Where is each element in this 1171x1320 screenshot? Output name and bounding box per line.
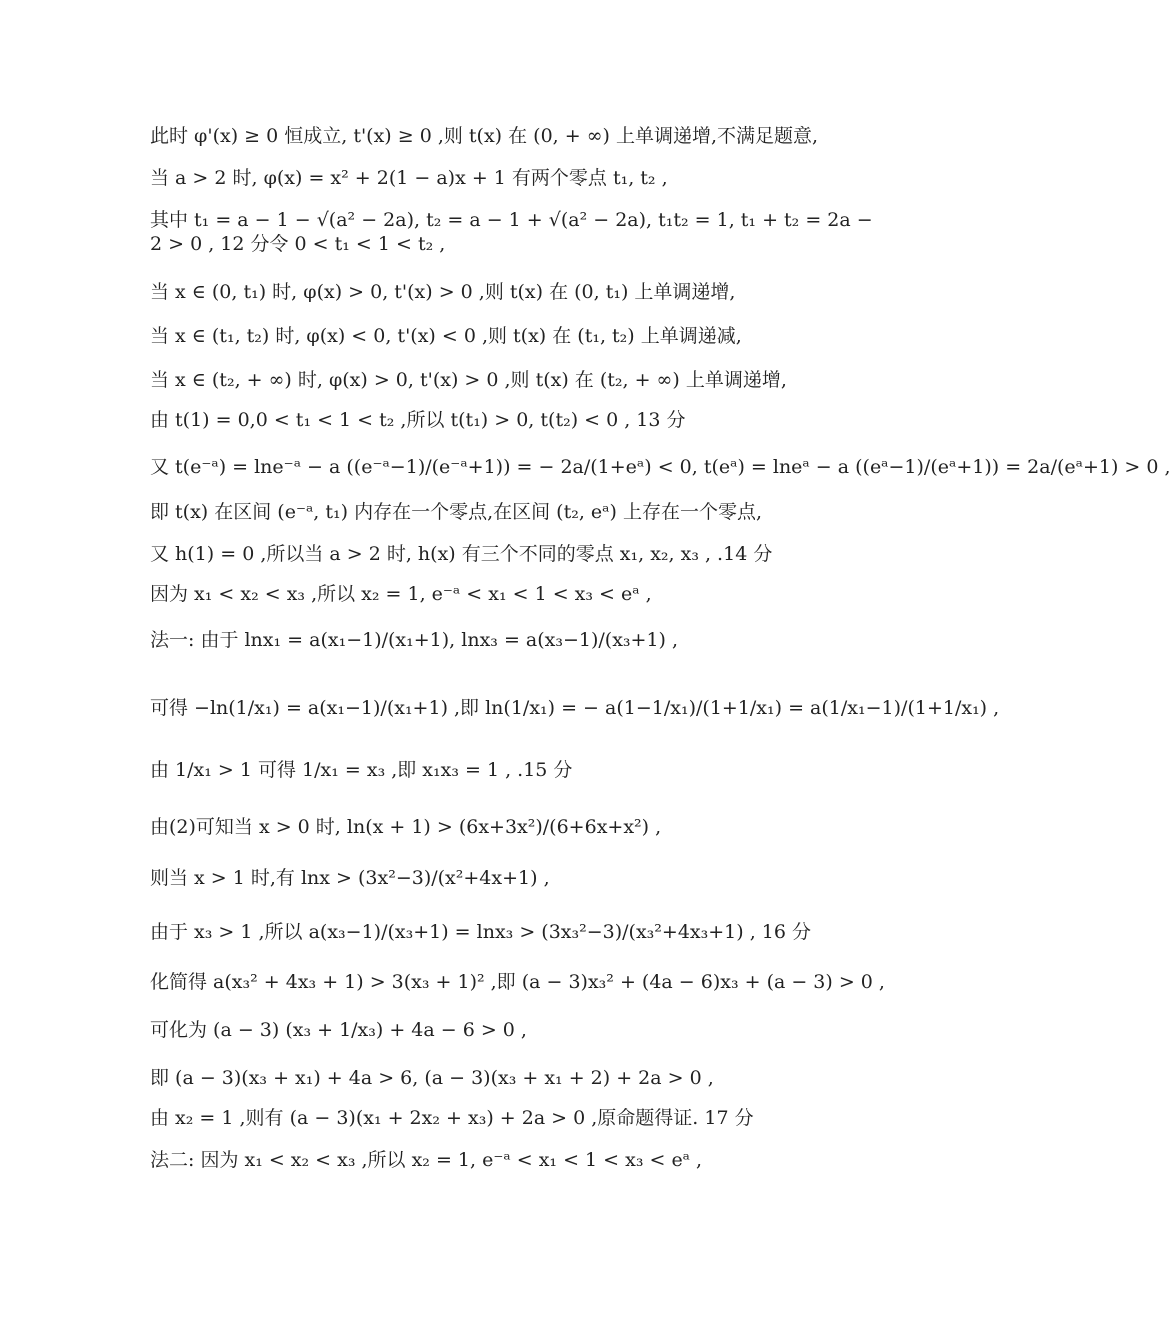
- text-line: 则当 x > 1 时,有 lnx > (3x²−3)/(x²+4x+1) ,: [150, 867, 550, 889]
- text-line: 由 1/x₁ > 1 可得 1/x₁ = x₃ ,即 x₁x₃ = 1 , .15 分: [150, 759, 573, 781]
- text-line: 即 (a − 3)(x₃ + x₁) + 4a > 6, (a − 3)(x₃ + x₁ + 2) + 2a > 0 ,: [150, 1067, 714, 1089]
- text-line: 即 t(x) 在区间 (e⁻ᵃ, t₁) 内存在一个零点,在区间 (t₂, eᵃ) 上存在一个零点,: [150, 501, 762, 523]
- text-line: 法一: 由于 lnx₁ = a(x₁−1)/(x₁+1), lnx₃ = a(x₃−1)/(x₃+1) ,: [150, 629, 679, 651]
- text-line: 化简得 a(x₃² + 4x₃ + 1) > 3(x₃ + 1)² ,即 (a − 3)x₃² + (4a − 6)x₃ + (a − 3) > 0 ,: [150, 971, 885, 993]
- text-line: 其中 t₁ = a − 1 − √(a² − 2a), t₂ = a − 1 + √(a² − 2a), t₁t₂ = 1, t₁ + t₂ = 2a − 2 > 0 , 12 分令 0 < t₁ < 1 < t₂ ,: [150, 209, 873, 255]
- text-line: 法二: 因为 x₁ < x₂ < x₃ ,所以 x₂ = 1, e⁻ᵃ < x₁ < 1 < x₃ < eᵃ ,: [150, 1149, 703, 1171]
- text-line: 因为 x₁ < x₂ < x₃ ,所以 x₂ = 1, e⁻ᵃ < x₁ < 1 < x₃ < eᵃ ,: [150, 583, 652, 605]
- text-line: 当 x ∈ (t₂, + ∞) 时, φ(x) > 0, t'(x) > 0 ,则 t(x) 在 (t₂, + ∞) 上单调递增,: [150, 369, 787, 391]
- text-line: 当 x ∈ (0, t₁) 时, φ(x) > 0, t'(x) > 0 ,则 t(x) 在 (0, t₁) 上单调递增,: [150, 281, 736, 303]
- text-line: 此时 φ'(x) ≥ 0 恒成立, t'(x) ≥ 0 ,则 t(x) 在 (0, + ∞) 上单调递增,不满足题意,: [150, 125, 819, 147]
- text-line: 由于 x₃ > 1 ,所以 a(x₃−1)/(x₃+1) = lnx₃ > (3x₃²−3)/(x₃²+4x₃+1) , 16 分: [150, 921, 812, 943]
- text-line: 可化为 (a − 3) (x₃ + 1/x₃) + 4a − 6 > 0 ,: [150, 1019, 527, 1041]
- text-line: 当 x ∈ (t₁, t₂) 时, φ(x) < 0, t'(x) < 0 ,则 t(x) 在 (t₁, t₂) 上单调递减,: [150, 325, 742, 347]
- text-line: 由(2)可知当 x > 0 时, ln(x + 1) > (6x+3x²)/(6+6x+x²) ,: [150, 816, 662, 838]
- text-line: 由 x₂ = 1 ,则有 (a − 3)(x₁ + 2x₂ + x₃) + 2a > 0 ,原命题得证. 17 分: [150, 1107, 754, 1129]
- text-line: 又 h(1) = 0 ,所以当 a > 2 时, h(x) 有三个不同的零点 x₁, x₂, x₃ , .14 分: [150, 543, 773, 565]
- text-line: 由 t(1) = 0,0 < t₁ < 1 < t₂ ,所以 t(t₁) > 0, t(t₂) < 0 , 13 分: [150, 409, 686, 431]
- text-line: 当 a > 2 时, φ(x) = x² + 2(1 − a)x + 1 有两个零点 t₁, t₂ ,: [150, 167, 668, 189]
- text-line: 可得 −ln(1/x₁) = a(x₁−1)/(x₁+1) ,即 ln(1/x₁) = − a(1−1/x₁)/(1+1/x₁) = a(1/x₁−1)/(1+1/x₁) ,: [150, 697, 1000, 719]
- text-line: 又 t(e⁻ᵃ) = lne⁻ᵃ − a ((e⁻ᵃ−1)/(e⁻ᵃ+1)) = − 2a/(1+eᵃ) < 0, t(eᵃ) = lneᵃ − a ((eᵃ−1)/(eᵃ+1)) = 2a/(eᵃ+1) > 0 ,: [150, 456, 1171, 478]
